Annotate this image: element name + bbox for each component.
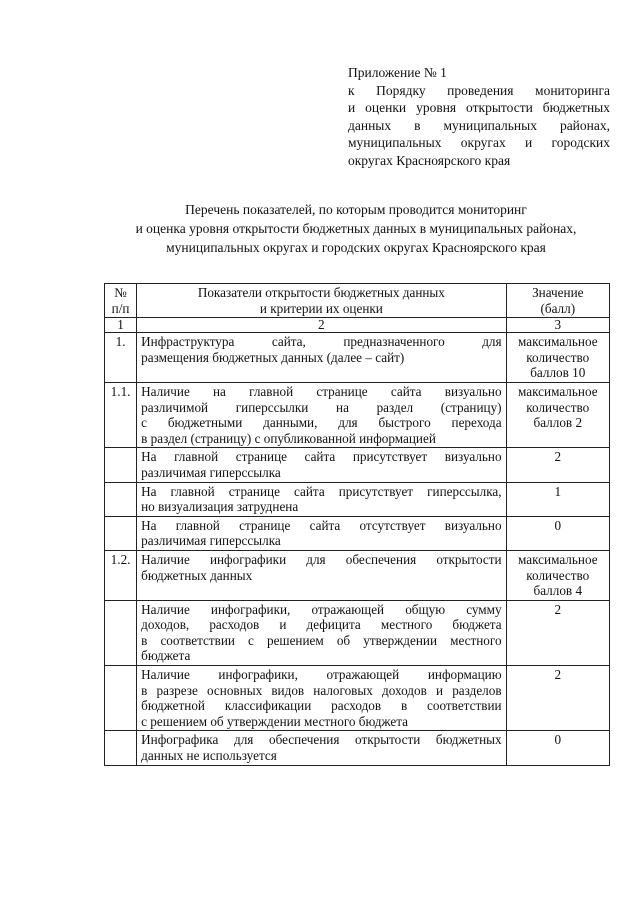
header-indicator-line: и критерии их оценки [259,300,383,316]
value-line: баллов 10 [530,365,586,381]
table-row [105,333,610,383]
indicator-line: размещения бюджетных данных (далее – сайт) [141,349,405,365]
table-index-row [105,318,610,333]
row-number-cell [105,516,137,550]
value-line: максимальное [517,383,598,399]
appendix-line: Приложение № 1 [348,65,447,80]
appendix-line: к Порядку проведения мониторинга [348,82,610,98]
table-row [105,550,610,600]
indicator-line: бюджета [141,648,191,664]
indicator-line: На главной странице сайта отсутствует визуально [141,517,502,533]
indicator-line: но визуализация затруднена [141,499,299,515]
value-line: 1 [554,483,562,499]
appendix-line: округах Красноярского края [348,152,511,168]
index-cell: 2 [137,318,506,333]
table-row [105,516,610,550]
row-number-cell [105,731,137,765]
value-line: максимальное [517,334,598,350]
value-line: баллов 4 [533,583,583,599]
value-line: баллов 2 [533,415,583,431]
row-number-cell [105,600,137,665]
indicator-cell [137,666,506,731]
document-title [96,200,616,257]
header-num-line: № [114,285,127,300]
table-row [105,482,610,516]
value-cell [506,600,609,665]
indicator-line: Инфраструктура сайта, предназначенного для [141,334,502,350]
indicator-line: в соответствии с решением об утверждении местного [141,632,502,648]
indicator-line: Инфографика для обеспечения открытости бюджетных [141,732,502,748]
appendix-line: муниципальных округах и городских [348,135,610,151]
value-cell [506,448,609,482]
header-value-line: (балл) [540,300,576,316]
value-line: 2 [554,667,562,683]
indicator-cell [137,382,506,447]
value-line: количество [526,349,590,365]
value-line: максимальное [517,551,598,567]
indicator-line: Наличие инфографики для обеспечения открытости [141,551,502,567]
row-number-cell [105,666,137,731]
indicator-line: Наличие инфографики, отражающей общую сумму [141,601,502,617]
indicator-cell [137,600,506,665]
indicator-cell [137,482,506,516]
value-line: 0 [554,517,562,533]
value-cell [506,550,609,600]
indicator-line: На главной странице сайта присутствует визуально [141,449,502,465]
indicators-table [104,283,610,766]
value-cell [506,382,609,447]
title-line: муниципальных округах и городских округах Красноярского края [166,240,546,255]
indicator-line: различимая гиперссылка [141,464,281,480]
indicator-line: данных не используется [141,748,277,764]
indicator-cell [137,516,506,550]
header-value-cell [506,284,609,318]
value-cell [506,731,609,765]
appendix-line: данных в муниципальных районах, [348,117,610,133]
indicator-cell [137,550,506,600]
header-value-line: Значение [532,285,584,300]
header-num-line: п/п [111,300,130,316]
table-header-row [105,284,610,318]
indicator-cell [137,333,506,383]
indicator-line: с бюджетными данными, для быстрого перехода [141,415,502,431]
indicator-line: На главной странице сайта присутствует гиперссылка, [141,483,502,499]
header-indicator-cell [137,284,506,318]
table-row [105,731,610,765]
table-row [105,382,610,447]
table-row [105,448,610,482]
value-line: 2 [554,601,562,617]
value-cell [506,333,609,383]
indicator-line: бюджетной классификации расходов в соответствии [141,698,502,714]
indicator-line: бюджетных данных [141,567,253,583]
value-cell [506,666,609,731]
indicator-line: в разрезе основных видов налоговых доходов и разделов [141,682,502,698]
value-line: 0 [554,732,562,748]
indicator-cell [137,731,506,765]
indicator-line: различимой гиперссылки на раздел (страницу) [141,399,502,415]
table-row [105,600,610,665]
value-line: 2 [554,449,562,465]
indicator-line: Наличие инфографики, отражающей информацию [141,667,502,683]
indicator-line: в раздел (страницу) с опубликованной информацией [141,430,436,446]
header-num-cell [105,284,137,318]
appendix-header [348,64,610,170]
value-cell [506,516,609,550]
index-cell: 1 [105,318,137,333]
value-line: количество [526,399,590,415]
value-cell [506,482,609,516]
indicator-line: различимая гиперссылка [141,533,281,549]
appendix-line: и оценки уровня открытости бюджетных [348,100,610,116]
header-indicator-line: Показатели открытости бюджетных данных [197,285,445,300]
value-line: количество [526,567,590,583]
indicator-line: доходов, расходов и дефицита местного бюджета [141,617,502,633]
title-line: Перечень показателей, по которым проводится мониторинг [185,202,527,217]
indicator-line: с решением об утверждении местного бюджета [141,713,408,729]
index-cell: 3 [506,318,609,333]
indicator-cell [137,448,506,482]
table-row [105,666,610,731]
row-number-cell [105,482,137,516]
indicator-line: Наличие на главной странице сайта визуально [141,383,502,399]
row-number-cell: 1. [105,333,137,383]
title-line: и оценка уровня открытости бюджетных данных в муниципальных районах, [135,221,577,236]
row-number-cell [105,448,137,482]
row-number-cell: 1.1. [105,382,137,447]
row-number-cell: 1.2. [105,550,137,600]
